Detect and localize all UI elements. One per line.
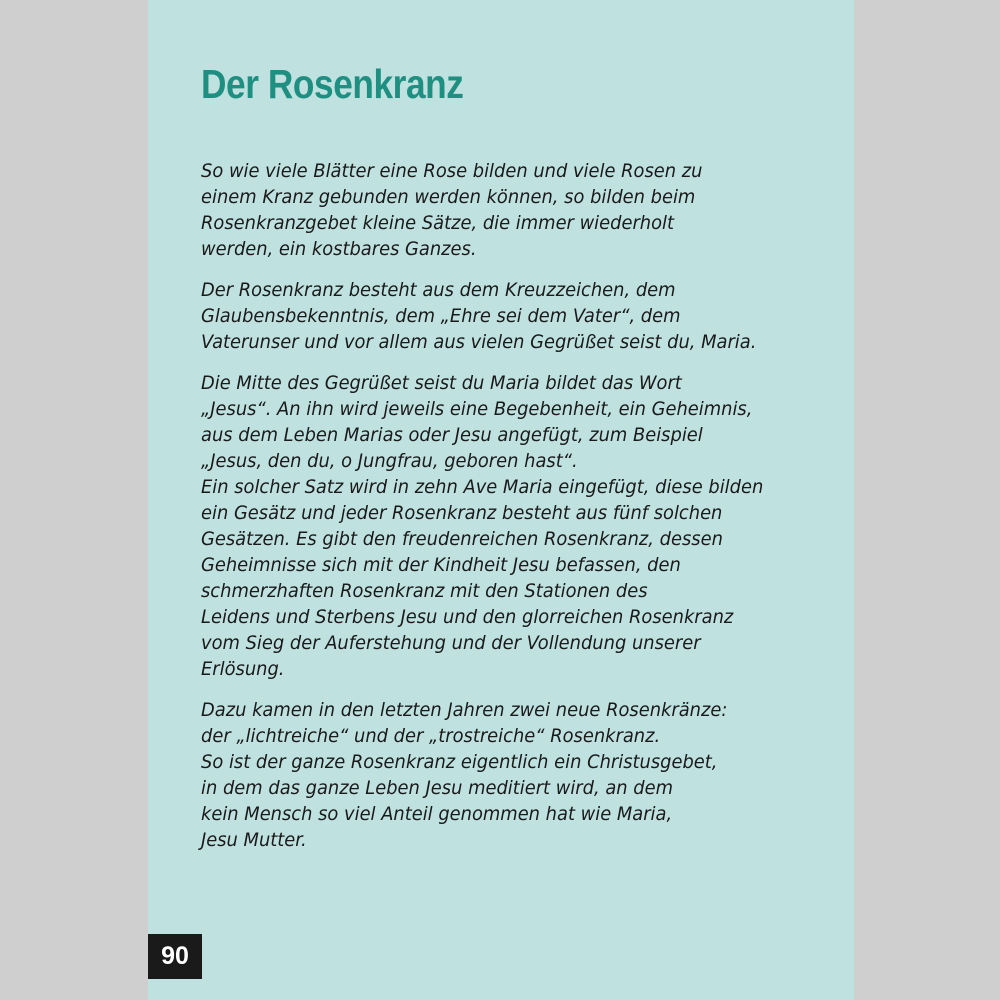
paragraph xyxy=(201,277,841,355)
paragraph xyxy=(201,370,841,682)
page-title: Der Rosenkranz xyxy=(201,61,464,107)
text-line: „Jesus, den du, o Jungfrau, geboren hast“. xyxy=(201,450,578,472)
text-line: der „lichtreiche“ und der „trostreiche“ Rosenkranz. xyxy=(201,725,661,747)
book-page xyxy=(148,0,854,1000)
text-line: ein Gesätz und jeder Rosenkranz besteht aus fünf solchen xyxy=(201,502,723,524)
page-number: 90 xyxy=(148,934,202,979)
text-line: vom Sieg der Auferstehung und der Vollendung unserer xyxy=(201,632,701,654)
text-line: Glaubensbekenntnis, dem „Ehre sei dem Vater“, dem xyxy=(201,305,681,327)
text-line: So wie viele Blätter eine Rose bilden und viele Rosen zu xyxy=(201,160,703,182)
text-line: Geheimnisse sich mit der Kindheit Jesu befassen, den xyxy=(201,554,681,576)
text-line: Der Rosenkranz besteht aus dem Kreuzzeichen, dem xyxy=(201,279,676,301)
text-line: einem Kranz gebunden werden können, so bilden beim xyxy=(201,186,696,208)
text-line: „Jesus“. An ihn wird jeweils eine Begebenheit, ein Geheimnis, xyxy=(201,398,753,420)
text-line: Die Mitte des Gegrüßet seist du Maria bildet das Wort xyxy=(201,372,682,394)
text-line: Ein solcher Satz wird in zehn Ave Maria eingefügt, diese bilden xyxy=(201,476,764,498)
paragraph xyxy=(201,158,841,262)
text-line: Jesu Mutter. xyxy=(201,829,307,851)
text-line: Erlösung. xyxy=(201,658,285,680)
text-line: Rosenkranzgebet kleine Sätze, die immer wiederholt xyxy=(201,212,675,234)
body-text xyxy=(201,158,841,868)
text-line: Leidens und Sterbens Jesu und den glorreichen Rosenkranz xyxy=(201,606,734,628)
text-line: Dazu kamen in den letzten Jahren zwei neue Rosenkränze: xyxy=(201,699,728,721)
paragraph xyxy=(201,697,841,853)
text-line: aus dem Leben Marias oder Jesu angefügt, zum Beispiel xyxy=(201,424,703,446)
text-line: Vaterunser und vor allem aus vielen Gegrüßet seist du, Maria. xyxy=(201,331,757,353)
text-line: So ist der ganze Rosenkranz eigentlich ein Christusgebet, xyxy=(201,751,718,773)
text-line: schmerzhaften Rosenkranz mit den Stationen des xyxy=(201,580,648,602)
text-line: werden, ein kostbares Ganzes. xyxy=(201,238,477,260)
text-line: Gesätzen. Es gibt den freudenreichen Rosenkranz, dessen xyxy=(201,528,723,550)
text-line: kein Mensch so viel Anteil genommen hat wie Maria, xyxy=(201,803,673,825)
text-line: in dem das ganze Leben Jesu meditiert wird, an dem xyxy=(201,777,674,799)
